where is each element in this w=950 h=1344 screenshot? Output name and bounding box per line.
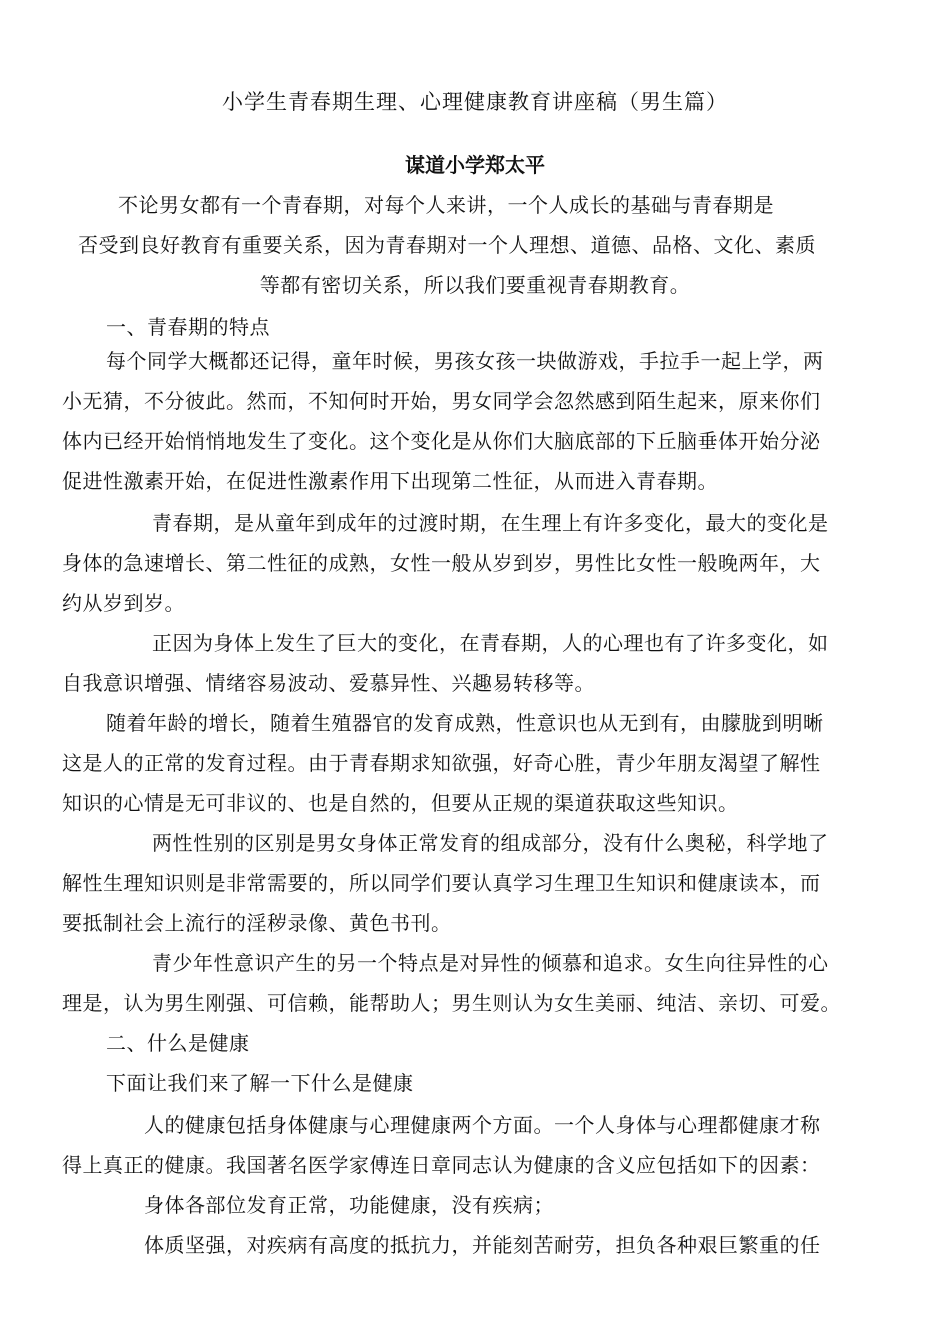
paragraph-line: 得上真正的健康。我国著名医学家傅连日章同志认为健康的含义应包括如下的因素： [62,1153,821,1177]
paragraph-line: 体内已经开始悄悄地发生了变化。这个变化是从你们大脑底部的下丘脑垂体开始分泌 [62,429,821,453]
paragraph-line: 随着年龄的增长，随着生殖器官的发育成熟，性意识也从无到有，由朦胧到明晰 [106,711,824,735]
paragraph-line: 促进性激素开始，在促进性激素作用下出现第二性征，从而进入青春期。 [62,469,718,493]
paragraph-line: 青春期，是从童年到成年的过渡时期，在生理上有许多变化，最大的变化是 [152,511,829,535]
paragraph-line: 约从岁到岁。 [62,591,185,615]
paragraph-line: 青少年性意识产生的另一个特点是对异性的倾慕和追求。女生向往异性的心 [152,951,829,975]
paragraph-line: 要抵制社会上流行的淫秽录像、黄色书刊。 [62,911,452,935]
paragraph-line: 体质坚强，对疾病有高度的抵抗力，并能刻苦耐劳，担负各种艰巨繁重的任 [144,1233,821,1257]
paragraph-line: 身体的急速增长、第二性征的成熟，女性一般从岁到岁，男性比女性一般晚两年，大 [62,551,821,575]
paragraph-line: 解性生理知识则是非常需要的，所以同学们要认真学习生理卫生知识和健康读本，而 [62,871,821,895]
paragraph-line: 每个同学大概都还记得，童年时候，男孩女孩一块做游戏，手拉手一起上学，两 [106,349,824,373]
section-heading: 一、青春期的特点 [106,315,270,339]
paragraph-line: 小无猜，不分彼此。然而，不知何时开始，男女同学会忽然感到陌生起来，原来你们 [62,389,821,413]
document-author: 谋道小学郑太平 [405,153,545,177]
paragraph-line: 人的健康包括身体健康与心理健康两个方面。一个人身体与心理都健康才称 [144,1113,821,1137]
paragraph-line: 这是人的正常的发育过程。由于青春期求知欲强，好奇心胜，青少年朋友渴望了解性 [62,751,821,775]
paragraph-line: 自我意识增强、情绪容易波动、爱慕异性、兴趣易转移等。 [62,671,595,695]
paragraph-line: 理是，认为男生刚强、可信赖，能帮助人；男生则认为女生美丽、纯洁、亲切、可爱。 [62,991,841,1015]
paragraph-line: 知识的心情是无可非议的、也是自然的，但要从正规的渠道获取这些知识。 [62,791,739,815]
paragraph-line: 下面让我们来了解一下什么是健康 [106,1071,414,1095]
intro-line: 否受到良好教育有重要关系，因为青春期对一个人理想、道德、品格、文化、素质 [78,233,816,257]
intro-line: 不论男女都有一个青春期，对每个人来讲，一个人成长的基础与青春期是 [118,193,774,217]
section-heading: 二、什么是健康 [106,1031,250,1055]
paragraph-line: 两性性别的区别是男女身体正常发育的组成部分，没有什么奥秘，科学地了 [152,831,829,855]
document-title: 小学生青春期生理、心理健康教育讲座稿（男生篇） [222,90,728,114]
paragraph-line: 正因为身体上发生了巨大的变化，在青春期，人的心理也有了许多变化，如 [152,631,829,655]
paragraph-line: 身体各部位发育正常，功能健康，没有疾病； [144,1193,554,1217]
intro-line: 等都有密切关系，所以我们要重视青春期教育。 [259,273,691,297]
